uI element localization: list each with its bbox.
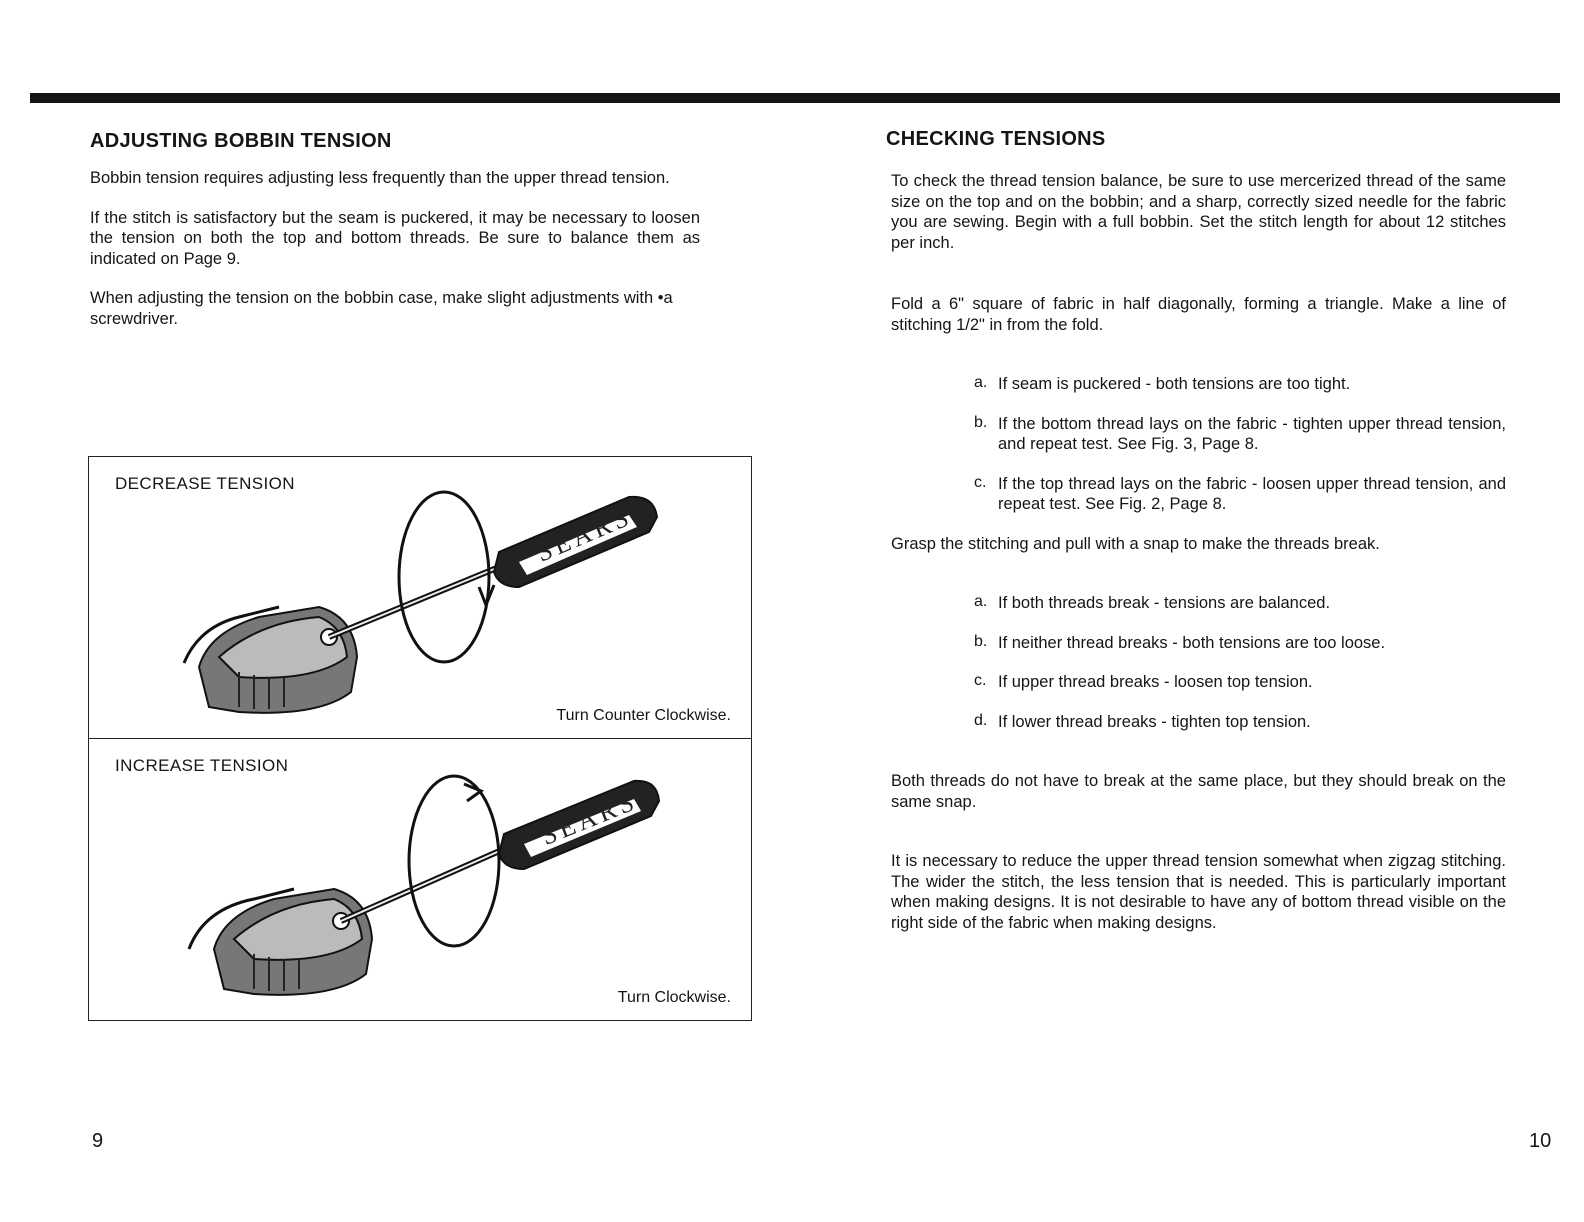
list-item: c. If upper thread breaks - loosen top tension. xyxy=(974,672,1313,691)
page-number-right: 10 xyxy=(1529,1130,1552,1152)
paragraph-same-snap: Both threads do not have to break at the same place, but they should break on the same snap. xyxy=(891,772,1506,811)
increase-tension-panel xyxy=(89,739,751,1020)
list-item: b. If neither thread breaks - both tensions are too loose. xyxy=(974,632,1386,652)
increase-illustration xyxy=(89,739,751,1019)
list-item: a. If seam is puckered - both tensions are too tight. xyxy=(974,374,1351,393)
decrease-illustration xyxy=(89,457,751,737)
section-heading-checking-tensions: CHECKING TENSIONS xyxy=(886,128,1106,150)
sears-brand-increase: SEARS xyxy=(537,786,642,851)
right-page-content xyxy=(886,128,1506,933)
list-item: c. If the top thread lays on the fabric - loosen upper thread tension, and repeat test. See Fig. 2, Page 8. xyxy=(974,473,1506,513)
increase-tension-caption: Turn Clockwise. xyxy=(617,989,731,1006)
paragraph-thread-balance: To check the thread tension balance, be sure to use mercerized thread of the same size on the top and on the bobbin; and a sharp, correctly sized needle for the fabric you are sewing. Begin with a full bobbin. Set the stitch length for about 12 stitches per inch. xyxy=(891,172,1506,252)
paragraph-grasp-stitching: Grasp the stitching and pull with a snap to make the threads break. xyxy=(891,534,1380,553)
decrease-tension-label: DECREASE TENSION xyxy=(115,474,295,493)
paragraph-1: Bobbin tension requires adjusting less frequently than the upper thread tension. xyxy=(90,169,670,187)
sears-brand-decrease: SEARS xyxy=(532,501,637,568)
list-item: b. If the bottom thread lays on the fabric - tighten upper thread tension, and repeat test. See Fig. 3, Page 8. xyxy=(974,413,1506,453)
decrease-tension-panel xyxy=(89,457,751,739)
tension-figure xyxy=(88,456,752,1021)
stitch-result-list xyxy=(974,374,1506,515)
section-heading-bobbin-tension: ADJUSTING BOBBIN TENSION xyxy=(90,130,392,152)
left-page-content xyxy=(90,130,700,348)
list-item: d. If lower thread breaks - tighten top tension. xyxy=(974,711,1311,731)
paragraph-3: When adjusting the tension on the bobbin case, make slight adjustments with •a screwdriver. xyxy=(90,289,673,328)
page-number-left: 9 xyxy=(92,1130,104,1152)
decrease-tension-caption: Turn Counter Clockwise. xyxy=(556,707,731,724)
top-rule xyxy=(30,93,1560,103)
increase-tension-label: INCREASE TENSION xyxy=(115,756,289,775)
break-result-list xyxy=(974,593,1506,732)
paragraph-zigzag: It is necessary to reduce the upper thread tension somewhat when zigzag stitching. The wider the stitch, the less tension that is needed. This is particularly important when making designs. It is not desirable to have any of bottom thread visible on the right side of the fabric when making designs. xyxy=(891,852,1506,932)
list-item: a. If both threads break - tensions are balanced. xyxy=(974,593,1331,612)
paragraph-fold-fabric: Fold a 6" square of fabric in half diagonally, forming a triangle. Make a line of stitching 1/2" in from the fold. xyxy=(891,295,1506,334)
paragraph-2: If the stitch is satisfactory but the seam is puckered, it may be necessary to loosen the tension on both the top and bottom threads. Be sure to balance them as indicated on Page 9. xyxy=(90,208,700,268)
